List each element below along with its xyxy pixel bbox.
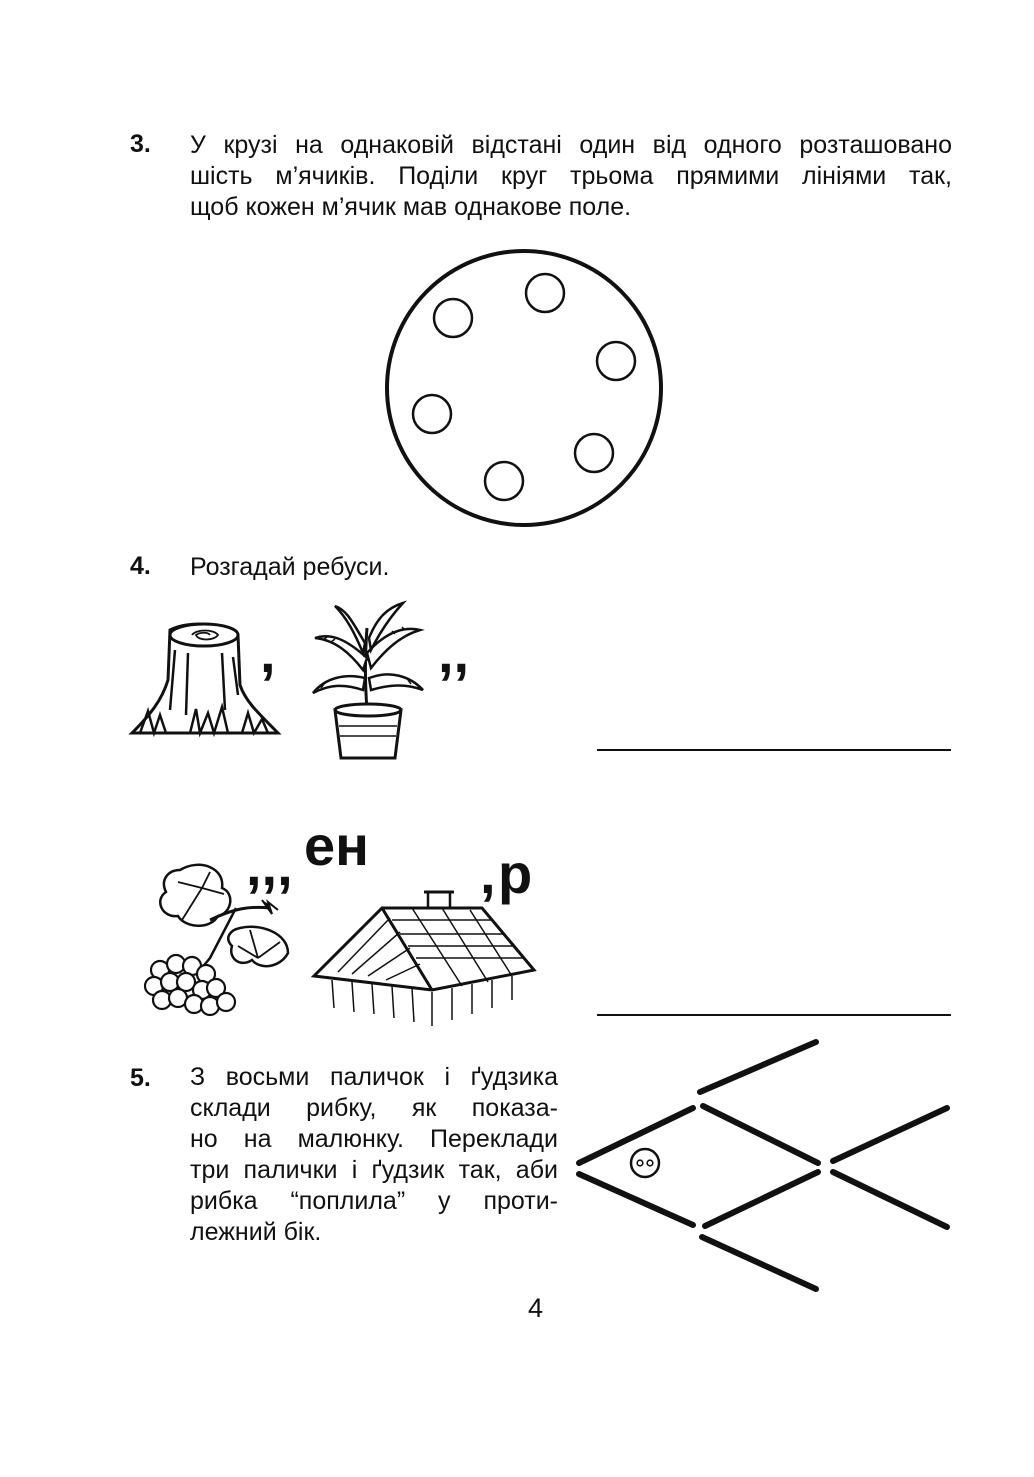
task-5-number: 5.	[130, 1064, 151, 1092]
rebus-2-triple-comma: ,,,	[246, 834, 293, 897]
task-5-line-3: но на малюнку. Переклади	[190, 1125, 558, 1153]
ball-2	[597, 342, 635, 380]
stick-6	[705, 1172, 818, 1226]
task-3-line-2: шість м’ячиків. Поділи круг трьома прямими лініями так,	[190, 162, 952, 190]
task-3-line-3: щоб кожен м’ячик мав однакове поле.	[190, 193, 632, 221]
task-4-number: 4.	[130, 552, 151, 580]
page-number: 4	[528, 1293, 544, 1323]
answer-line-1	[597, 749, 951, 751]
task-5-line-1: З восьми паличок і ґудзика	[190, 1063, 558, 1091]
aloe-plant-picture	[305, 598, 430, 763]
task-3-text	[190, 130, 952, 223]
stick-1	[700, 1042, 816, 1092]
ball-4	[485, 462, 523, 500]
ball-1	[526, 274, 564, 312]
task-5-line-5: рибка “поплила” у проти-	[190, 1187, 558, 1215]
task-5-line-2: склади рибку, як показа-	[190, 1094, 558, 1122]
ball-6	[434, 299, 472, 337]
rebus-2-word: ен	[304, 814, 369, 877]
answer-line-2	[597, 1014, 951, 1016]
stick-8	[702, 1237, 816, 1289]
task-5-text	[190, 1062, 558, 1248]
stick-3	[703, 1106, 818, 1163]
task-5-line-6: лежний бік.	[190, 1218, 322, 1246]
task-4-text: Розгадай ребуси.	[190, 553, 390, 581]
ball-5	[413, 395, 451, 433]
button-eye	[631, 1149, 659, 1177]
rebus-1-comma: ,	[260, 621, 276, 684]
task-3-line-1: У крузі на однаковій відстані один від одного розташовано	[190, 131, 952, 159]
task-3-number: 3.	[130, 130, 151, 158]
stick-7	[833, 1172, 947, 1227]
rebus-1-double-comma: ,,	[438, 621, 470, 684]
circle-with-balls-figure	[380, 245, 670, 535]
rebus-2-comma: ,	[480, 842, 496, 905]
task-5-line-4: три палички і ґудзик так, аби	[190, 1156, 558, 1184]
stick-fish-figure	[570, 1035, 955, 1300]
rebus-2-letter: р	[498, 842, 533, 905]
stick-4	[833, 1108, 947, 1161]
stick-5	[579, 1174, 693, 1225]
tree-stump-picture	[130, 615, 280, 740]
ball-3	[575, 434, 613, 472]
house-roof-picture	[312, 888, 537, 1028]
